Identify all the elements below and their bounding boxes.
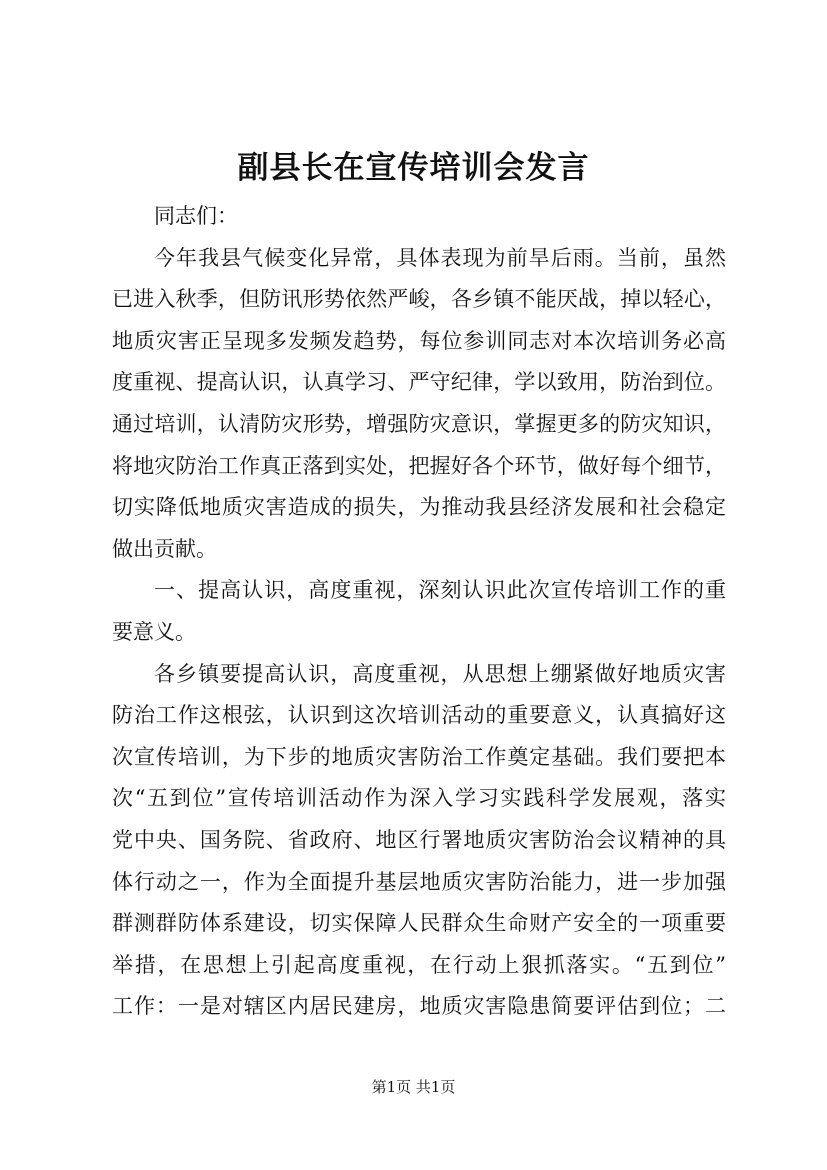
body-text-line: 群测群防体系建设，切实保障人民群众生命财产安全的一项重要 [112, 911, 726, 936]
document-body [112, 196, 726, 1028]
body-text-line: 切实降低地质灾害造成的损失，为推动我县经济发展和社会稳定 [112, 495, 726, 520]
body-text-line: 要意义。 [112, 619, 196, 644]
body-text-line: 体行动之一，作为全面提升基层地质灾害防治能力，进一步加强 [112, 869, 726, 894]
page-footer: 第1页 共1页 [371, 1078, 456, 1096]
body-text-line: 今年我县气候变化异常，具体表现为前旱后雨。当前，虽然 [154, 245, 726, 270]
body-text-line: 已进入秋季，但防讯形势依然严峻，各乡镇不能厌战，掉以轻心， [112, 287, 726, 312]
body-text-line: 次“五到位”宣传培训活动作为深入学习实践科学发展观，落实 [112, 786, 726, 811]
body-text-line: 各乡镇要提高认识，高度重视，从思想上绷紧做好地质灾害 [154, 661, 726, 686]
body-text-line: 防治工作这根弦，认识到这次培训活动的重要意义，认真搞好这 [112, 703, 726, 728]
body-text-line: 举措，在思想上引起高度重视，在行动上狠抓落实。“五到位” [112, 952, 726, 977]
document-title: 副县长在宣传培训会发言 [237, 150, 590, 186]
body-text-line: 同志们： [154, 204, 238, 228]
body-text-line: 度重视、提高认识，认真学习、严守纪律，学以致用，防治到位。 [112, 370, 726, 395]
body-text-line: 党中央、国务院、省政府、地区行署地质灾害防治会议精神的具 [112, 827, 726, 852]
body-text-line: 将地灾防治工作真正落到实处，把握好各个环节，做好每个细节， [112, 453, 726, 478]
body-text-line: 一、提高认识，高度重视，深刻认识此次宣传培训工作的重 [154, 578, 726, 603]
body-text-line: 通过培训，认清防灾形势，增强防灾意识，掌握更多的防灾知识， [112, 411, 726, 436]
body-text-line: 做出贡献。 [112, 536, 217, 561]
body-text-line: 地质灾害正呈现多发频发趋势，每位参训同志对本次培训务必高 [112, 328, 726, 353]
body-text-line: 工作：一是对辖区内居民建房，地质灾害隐患简要评估到位；二 [112, 994, 726, 1019]
body-text-line: 次宣传培训，为下步的地质灾害防治工作奠定基础。我们要把本 [112, 744, 726, 769]
